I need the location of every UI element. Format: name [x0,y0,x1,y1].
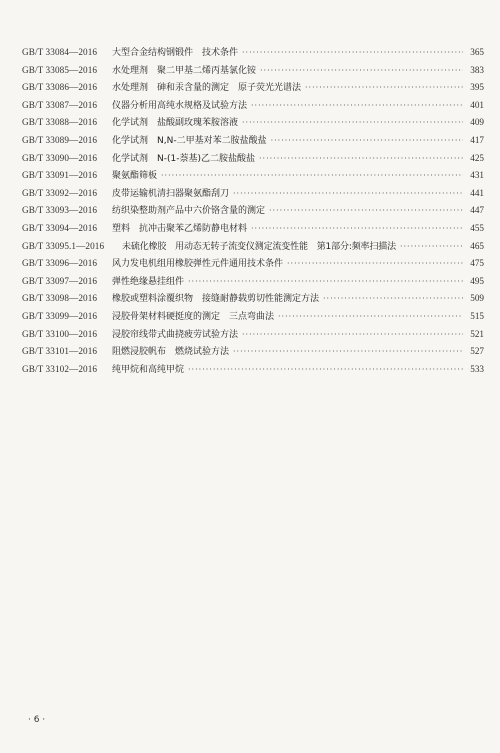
standard-code: GB/T 33098—2016 [22,293,98,304]
table-of-contents [22,44,484,378]
page-number: 509 [470,293,484,304]
standard-title: 仪器分析用高纯水规格及试验方法 [112,100,248,111]
standard-code: GB/T 33086—2016 [22,82,98,93]
standard-code: GB/T 33102—2016 [22,363,98,374]
page-number: 365 [470,47,484,57]
page-number: 401 [470,99,484,110]
entry-title-group [112,185,466,204]
standard-code: GB/T 33096—2016 [22,258,98,269]
entry-title-group [112,255,466,274]
toc-entry[interactable] [22,62,484,80]
standard-code: GB/T 33100—2016 [22,328,98,339]
page-number: 475 [470,258,484,269]
toc-entry[interactable] [22,97,484,115]
page-number-footer: · 6 · [28,715,46,725]
standard-code: GB/T 33095.1—2016 [22,240,105,251]
standard-title: 未硫化橡胶 用动态无转子流变仪测定流变性能 第1部分:频率扫描法 [122,241,396,252]
page-number: 409 [470,117,484,128]
dot-leader [278,308,463,326]
dot-leader [233,343,463,361]
standard-title: 阻燃浸胶帆布 燃烧试验方法 [112,347,230,358]
standard-title: 皮带运输机清扫器聚氨酯刮刀 [112,188,230,199]
standard-title: 纺织染整助剂产品中六价铬含量的测定 [112,206,266,217]
entry-title-group [112,62,466,81]
standard-title: 塑料 抗冲击聚苯乙烯防静电材料 [112,223,248,234]
toc-entry[interactable] [22,167,484,185]
entry-title-group [112,290,466,309]
toc-entry[interactable] [22,326,484,344]
entry-title-group [112,114,466,133]
page-number: 441 [470,187,484,198]
entry-title-group [112,361,466,380]
entry-title-group [112,44,466,63]
dot-leader [242,326,463,344]
entry-title-group [112,167,466,186]
page-number: 383 [470,64,484,75]
entry-title-group [112,97,466,116]
standard-code: GB/T 33093—2016 [22,205,98,216]
dot-leader [233,185,463,203]
entry-title-group [112,343,466,362]
toc-entry[interactable] [22,343,484,361]
dot-leader [161,167,463,185]
toc-entry[interactable] [22,44,484,62]
standard-title: 水处理剂 砷和汞含量的测定 原子荧光光谱法 [112,83,302,94]
page-number: 527 [470,346,484,357]
dot-leader [287,255,463,273]
page-number: 515 [470,310,484,321]
standard-code: GB/T 33084—2016 [22,47,98,57]
dot-leader [323,290,463,308]
page-number: 425 [470,152,484,163]
page-number: 417 [470,134,484,145]
standard-code: GB/T 33089—2016 [22,134,98,145]
entry-title-group [112,308,466,327]
toc-entry[interactable] [22,202,484,220]
dot-leader [242,114,463,132]
toc-entry[interactable] [22,150,484,168]
dot-leader [251,220,463,238]
entry-title-group [112,132,466,151]
standard-title: 纯甲烷和高纯甲烷 [112,364,185,375]
entry-title-group [112,150,466,169]
standard-code: GB/T 33085—2016 [22,64,98,75]
toc-entry[interactable] [22,185,484,203]
toc-entry[interactable] [22,361,484,379]
standard-title: 化学试剂 盐酸副玫瑰苯胺溶液 [112,118,239,129]
standard-code: GB/T 33087—2016 [22,99,98,110]
dot-leader [271,132,463,150]
toc-entry[interactable] [22,238,484,256]
page-number: 495 [470,275,484,286]
standard-title: 弹性绝缘悬挂组件 [112,276,185,287]
toc-entry[interactable] [22,79,484,97]
standard-title: 橡胶或塑料涂覆织物 接缝耐静载剪切性能测定方法 [112,294,320,305]
page-number: 431 [470,170,484,181]
toc-entry[interactable] [22,273,484,291]
dot-leader [188,361,463,379]
dot-leader [305,79,463,97]
page-number: 521 [470,328,484,339]
entry-title-group [112,326,466,345]
entry-title-group [112,202,466,221]
standard-title: 风力发电机组用橡胶弹性元件通用技术条件 [112,259,284,270]
toc-entry[interactable] [22,255,484,273]
standard-code: GB/T 33101—2016 [22,346,98,357]
toc-entry[interactable] [22,308,484,326]
page-number: 533 [470,363,484,374]
standard-title: 大型合金结构钢锻件 技术条件 [112,48,239,58]
standard-title: 化学试剂 N-(1-萘基)乙二胺盐酸盐 [112,153,255,164]
dot-leader [242,44,463,62]
standard-code: GB/T 33099—2016 [22,310,98,321]
dot-leader [260,62,463,80]
standard-code: GB/T 33091—2016 [22,170,98,181]
dot-leader [188,273,463,291]
dot-leader [251,97,463,115]
page-number: 455 [470,222,484,233]
standard-code: GB/T 33088—2016 [22,117,98,128]
standard-code: GB/T 33097—2016 [22,275,98,286]
page-number: 465 [470,240,484,251]
toc-entry[interactable] [22,290,484,308]
standard-title: 化学试剂 N,N-二甲基对苯二胺盐酸盐 [112,135,267,146]
dot-leader [259,150,463,168]
toc-entry[interactable] [22,220,484,238]
standard-code: GB/T 33090—2016 [22,152,98,163]
standard-title: 水处理剂 聚二甲基二烯丙基氯化铵 [112,65,257,76]
entry-title-group [122,238,466,257]
page-number: 395 [470,82,484,93]
entry-title-group [112,220,466,239]
standard-code: GB/T 33092—2016 [22,187,98,198]
toc-entry[interactable] [22,114,484,132]
page-number: 447 [470,205,484,216]
standard-title: 浸胶骨架材料硬挺度的测定 三点弯曲法 [112,311,275,322]
toc-entry[interactable] [22,132,484,150]
standard-code: GB/T 33094—2016 [22,222,98,233]
dot-leader [269,202,463,220]
entry-title-group [112,79,466,98]
standard-title: 聚氨酯筛板 [112,171,158,182]
dot-leader [400,238,463,256]
standard-title: 浸胶帘线带式曲挠疲劳试验方法 [112,329,239,340]
entry-title-group [112,273,466,292]
